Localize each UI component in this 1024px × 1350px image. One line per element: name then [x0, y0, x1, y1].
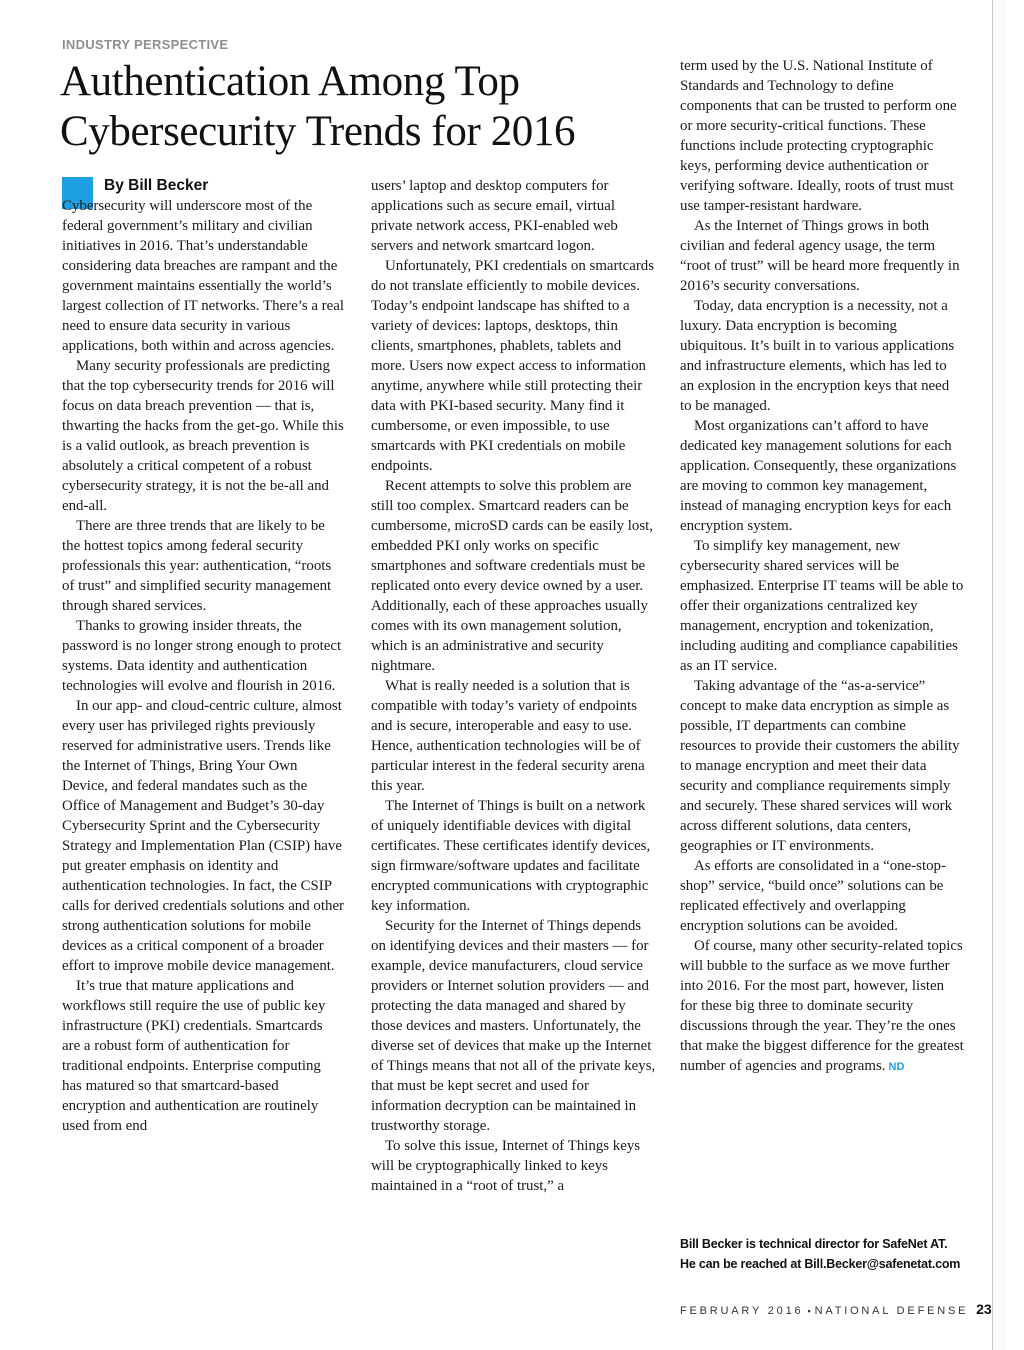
paragraph: The Internet of Things is built on a network of uniquely identifiable devices with digital certificates. These certificates identify devices, sign firmware/software updates and facilitate encrypted communications with cryptographic key information. [371, 798, 651, 914]
article-title: Authentication Among Top Cybersecurity Trends for 2016 [60, 58, 576, 155]
paragraph: Many security professionals are predicting that the top cybersecurity trends for 2016 will focus on data breach prevention — that is, thwarting the hacks from the get-go. While this is a valid outlook, as breach prevention is absolutely a critical competent of a robust cybersecurity strategy, it is not the be-all and end-all. [62, 358, 344, 514]
paragraph: As the Internet of Things grows in both civilian and federal agency usage, the term “root of trust” will be heard more frequently in 2016’s security conversations. [680, 218, 960, 294]
paragraph: Most organizations can’t afford to have dedicated key management solutions for each application. Consequently, these organizations are moving to common key management, instead of managing encryption keys for each encryption system. [680, 418, 957, 534]
paragraph: What is really needed is a solution that is compatible with today’s variety of endpoints and is secure, interoperable and easy to use. Hence, authentication technologies will be of particular interest in the federal security arena this year. [371, 678, 645, 794]
bio-line: Bill Becker is technical director for SafeNet AT. [680, 1237, 948, 1251]
paragraph: users’ laptop and desktop computers for applications such as secure email, virtual private network access, PKI-enabled web servers and network smartcard logon. [371, 178, 618, 254]
article-column-2 [371, 176, 656, 1196]
footer-date: FEBRUARY 2016 [680, 1305, 804, 1317]
end-mark: ND [888, 1061, 905, 1073]
paragraph-last [680, 936, 964, 1076]
paragraph: Recent attempts to solve this problem are still too complex. Smartcard readers can be cumbersome, microSD cards can be easily lost, embedded PKI only works on specific smartphones and software credentials must be replicated onto every device owned by a user. Additionally, each of these approaches usually comes with its own management solution, which is an administrative and security nightmare. [371, 478, 654, 674]
author-bio [680, 1234, 980, 1274]
paragraph: Today, data encryption is a necessity, not a luxury. Data encryption is becoming ubiquitous. It’s built in to various applications and infrastructure elements, which has led to an explosion in the encryption keys that need to be managed. [680, 298, 955, 414]
paragraph: To solve this issue, Internet of Things keys will be cryptographically linked to keys maintained in a “root of trust,” a [371, 1138, 641, 1194]
paragraph: As efforts are consolidated in a “one-stop-shop” service, “build once” solutions can be replicated effectively and overlapping encryption solutions can be avoided. [680, 858, 946, 934]
paragraph: Cybersecurity will underscore most of the federal government’s military and civilian initiatives in 2016. That’s understandable considering data breaches are rampant and the government maintains essentially the world’s largest collection of IT networks. There’s a real need to ensure data security in various applications, both within and across agencies. [62, 198, 344, 354]
paragraph-text: Of course, many other security-related topics will bubble to the surface as we move further into 2016. For the most part, however, listen for these big three to dominate security discussions through the year. They’re the ones that make the biggest difference for the greatest number of agencies and programs. [680, 938, 964, 1074]
paragraph: There are three trends that are likely to be the hottest topics among federal security professionals this year: authentication, “roots of trust” and simplified security management through shared services. [62, 518, 332, 614]
byline: By Bill Becker [104, 177, 209, 194]
paragraph: In our app- and cloud-centric culture, almost every user has privileged rights previously reserved for administrative users. Trends like the Internet of Things, Bring Your Own Device, and federal mandates such as the Office of Management and Budget’s 30-day Cybersecurity Sprint and the Cybersecurity Strategy and Implementation Plan (CSIP) have put greater emphasis on identity and authentication technologies. In fact, the CSIP calls for derived credentials solutions and other strong authentication solutions for mobile devices as a critical component of a broader effort to improve mobile device management. [62, 698, 345, 974]
article-column-1 [62, 196, 344, 1136]
footer-publication: NATIONAL DEFENSE [814, 1305, 969, 1317]
bio-line: He can be reached at Bill.Becker@safenetat.com [680, 1257, 961, 1271]
paragraph: Unfortunately, PKI credentials on smartcards do not translate efficiently to mobile devices. Today’s endpoint landscape has shifted to a variety of devices: laptops, desktops, thin clients, smartphones, phablets, tablets and more. Users now expect access to information anytime, anywhere while still protecting their data with PKI-based security. Many find it cumbersome, or even impossible, to use smartcards with PKI credentials on mobile endpoints. [371, 258, 655, 474]
paragraph: To simplify key management, new cybersecurity shared services will be emphasized. Enterprise IT teams will be able to offer their organizations centralized key management, encryption and tokenization, including auditing and compliance capabilities as an IT service. [680, 538, 964, 674]
paragraph: It’s true that mature applications and workflows still require the use of public key infrastructure (PKI) credentials. Smartcards are a robust form of authentication for traditional endpoints. Enterprise computing has matured so that smartcard-based encryption and authentication are routinely used from end [62, 978, 326, 1134]
footer-separator: ▪ [807, 1306, 811, 1316]
page-edge [992, 0, 1005, 1350]
paragraph: Taking advantage of the “as-a-service” concept to make data encryption as simple as possible, IT departments can combine resources to provide their customers the ability to manage encryption and meet their data security and compliance requirements simply and securely. These shared services will work across different solutions, data centers, geographies or IT environments. [680, 678, 960, 854]
section-kicker: INDUSTRY PERSPECTIVE [62, 37, 229, 52]
article-column-3 [680, 56, 964, 1076]
page-number: 23 [976, 1301, 992, 1317]
paragraph: term used by the U.S. National Institute of Standards and Technology to define components that can be trusted to perform one or more security-critical functions. These functions include protecting cryptographic keys, performing device authentication or verifying software. Ideally, roots of trust must use tamper-resistant hardware. [680, 58, 957, 214]
paragraph: Thanks to growing insider threats, the password is no longer strong enough to protect systems. Data identity and authentication technologies will evolve and flourish in 2016. [62, 618, 342, 694]
page-footer [680, 1302, 992, 1318]
paragraph: Security for the Internet of Things depends on identifying devices and their masters — for example, device manufacturers, cloud service providers or Internet solution providers — and protecting the data managed and shared by those devices and masters. Unfortunately, the diverse set of devices that make up the Internet of Things means that not all of the private keys, that must be kept secret and used for information decryption can be maintained in trustworthy storage. [371, 918, 656, 1134]
